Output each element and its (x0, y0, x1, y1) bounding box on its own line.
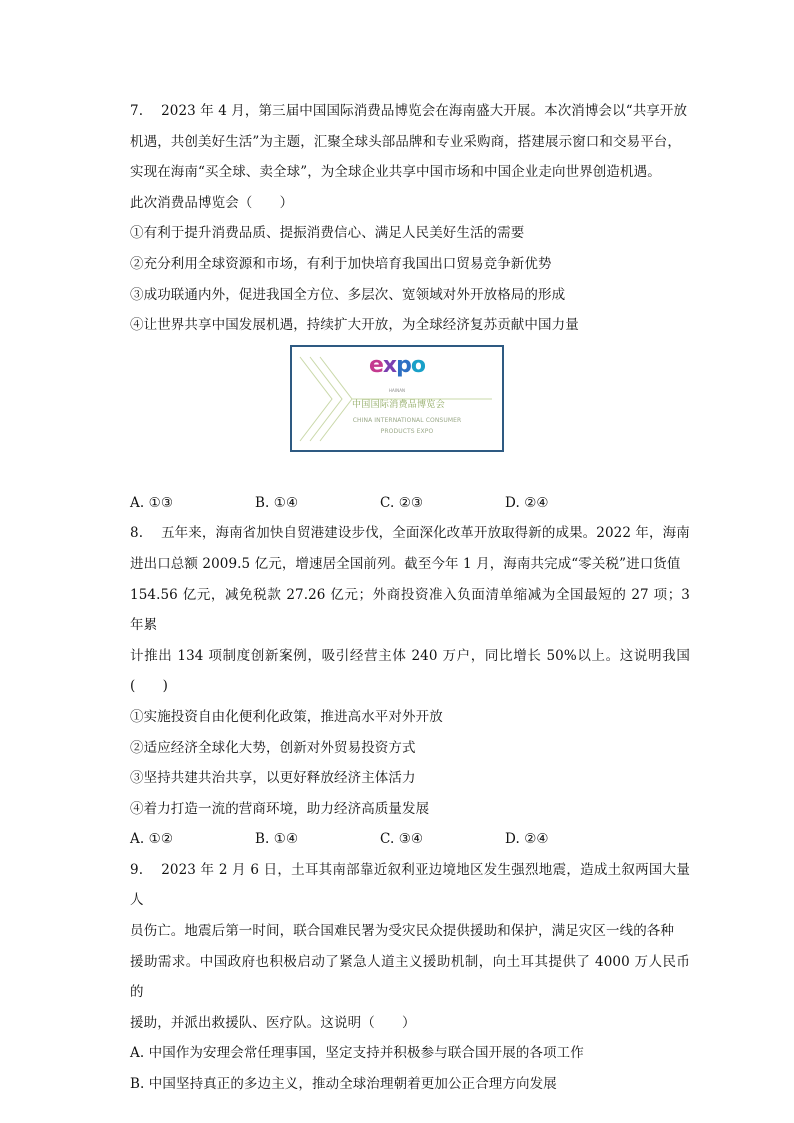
expo-figure-wrap (130, 341, 690, 488)
question-7-option-3: ③成功联通内外，促进我国全方位、多层次、宽领域对外开放格局的形成 (130, 286, 566, 303)
question-7-choice-c: C. ②③ (380, 494, 424, 511)
question-7-choices (130, 488, 690, 519)
question-7-choice-d: D. ②④ (505, 494, 549, 511)
question-7-line-2: 机遇，共创美好生活”为主题，汇聚全球头部品牌和专业采购商，搭建展示窗口和交易平台， (130, 133, 681, 150)
expo-logo-text: expo (369, 352, 425, 378)
question-9-line-1: 9. 2023 年 2 月 6 日，土耳其南部靠近叙利亚边境地区发生强烈地震，造成土叙两国大量人 (130, 861, 690, 909)
question-8-choice-a: A. ①② (130, 831, 174, 848)
question-7-option-4: ④让世界共享中国发展机遇，持续扩大开放，为全球经济复苏贡献中国力量 (130, 317, 579, 334)
question-8-choice-b: B. ①④ (255, 831, 299, 848)
expo-english-line-1: CHINA INTERNATIONAL CONSUMER (352, 416, 462, 424)
question-9-line-3: 援助需求。中国政府也积极启动了紧急人道主义援助机制，向土耳其提供了 4000 万人民币的 (130, 953, 690, 1001)
question-7-option-1: ①有利于提升消费品质、提振消费信心、满足人民美好生活的需要 (130, 225, 525, 242)
question-9-line-4: 援助，并派出救援队、医疗队。这说明（ ） (130, 1014, 416, 1031)
question-8-option-2: ②适应经济全球化大势，创新对外贸易投资方式 (130, 739, 416, 756)
question-content (130, 96, 690, 1100)
question-7-line-1: 7. 2023 年 4 月，第三届中国国际消费品博览会在海南盛大开展。本次消博会以“共享开放 (130, 103, 688, 119)
expo-logo-subtext: HAINAN (388, 387, 406, 393)
question-8-choice-c: C. ③④ (380, 831, 424, 848)
question-8 (130, 518, 690, 855)
question-7-line-4: 此次消费品博览会（ ） (130, 194, 294, 211)
question-8-line-4: 计推出 134 项制度创新案例，吸引经营主体 240 万户，同比增长 50%以上。这说明我国( ) (130, 647, 690, 695)
question-8-line-1: 8. 五年来，海南省加快自贸港建设步伐，全面深化改革开放取得新的成果。2022 年，海南 (130, 525, 690, 542)
question-7-line-3: 实现在海南“买全球、卖全球”，为全球企业共享中国市场和中国企业走向世界创造机遇。 (130, 164, 661, 181)
question-9-option-a: A. 中国作为安理会常任理事国，坚定支持并积极参与联合国开展的各项工作 (130, 1045, 584, 1062)
expo-english-name (332, 415, 482, 437)
expo-chinese-name: 中国国际消费品博览会 (352, 399, 446, 410)
question-8-choices (130, 824, 690, 855)
question-8-option-4: ④着力打造一流的营商环境，助力经济高质量发展 (130, 800, 430, 817)
question-9-option-b: B. 中国坚持真正的多边主义，推动全球治理朝着更加公正合理方向发展 (130, 1076, 557, 1093)
question-8-line-2: 进出口总额 2009.5 亿元，增速居全国前列。截至今年 1 月，海南共完成“零关税”进口货值 (130, 555, 681, 572)
question-9-line-2: 员伤亡。地震后第一时间，联合国难民署为受灾民众提供援助和保护，满足灾区一线的各种 (130, 923, 674, 940)
question-8-line-3: 154.56 亿元，减免税款 27.26 亿元；外商投资准入负面清单缩减为全国最短的 27 项；3 年累 (130, 586, 690, 634)
question-8-option-1: ①实施投资自由化便利化政策，推进高水平对外开放 (130, 708, 443, 725)
question-8-option-3: ③坚持共建共治共享，以更好释放经济主体活力 (130, 770, 416, 787)
question-7-choice-a: A. ①③ (130, 494, 174, 511)
question-9 (130, 855, 690, 1100)
question-7-option-2: ②充分利用全球资源和市场，有利于加快培育我国出口贸易竞争新优势 (130, 255, 552, 272)
expo-english-line-2: PRODUCTS EXPO (380, 427, 434, 435)
question-7-choice-b: B. ①④ (255, 494, 299, 511)
expo-logo-image (290, 345, 504, 452)
question-7 (130, 96, 690, 518)
question-8-choice-d: D. ②④ (505, 831, 549, 848)
